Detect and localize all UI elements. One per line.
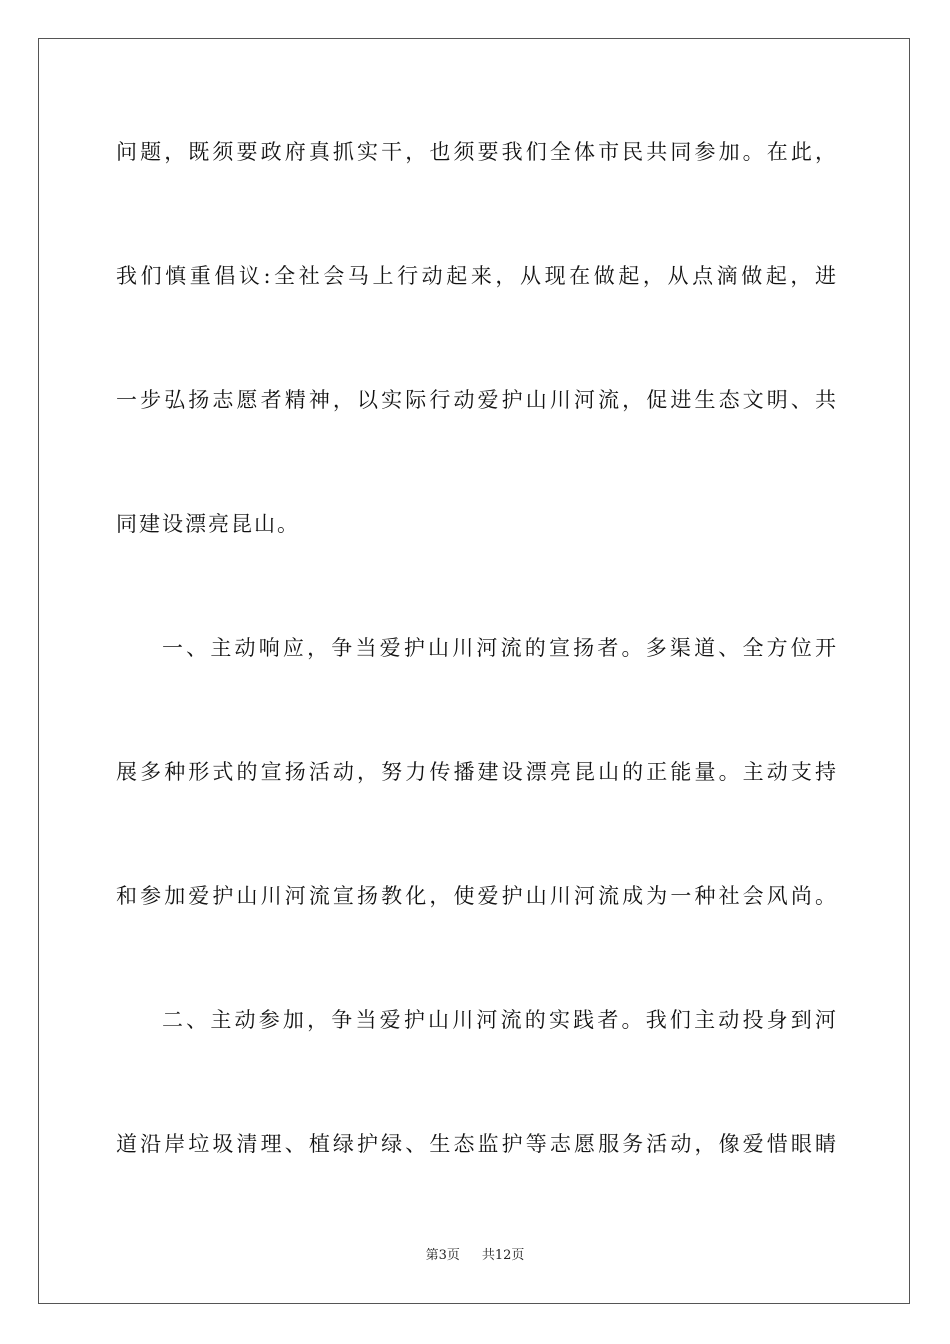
- paragraph-line: 展多种形式的宣扬活动，努力传播建设漂亮昆山的正能量。主动支持: [116, 760, 836, 784]
- paragraph-line: 道沿岸垃圾清理、植绿护绿、生态监护等志愿服务活动，像爱惜眼睛: [116, 1132, 836, 1156]
- paragraph-line: 一步弘扬志愿者精神，以实际行动爱护山川河流，促进生态文明、共: [116, 388, 836, 412]
- paragraph-line: 一、主动响应，争当爱护山川河流的宣扬者。多渠道、全方位开: [162, 636, 836, 660]
- paragraph-line: 同建设漂亮昆山。: [116, 512, 300, 536]
- page-border: [38, 38, 910, 1304]
- paragraph-line: 和参加爱护山川河流宣扬教化，使爱护山川河流成为一种社会风尚。: [116, 884, 836, 908]
- paragraph-line: 问题，既须要政府真抓实干，也须要我们全体市民共同参加。在此，: [116, 140, 836, 164]
- page-number: 第3页: [425, 1248, 460, 1263]
- paragraph-line: 我们慎重倡议:全社会马上行动起来，从现在做起，从点滴做起，进: [116, 264, 836, 288]
- paragraph-line: 二、主动参加，争当爱护山川河流的实践者。我们主动投身到河: [162, 1008, 836, 1032]
- page-footer: [0, 1247, 950, 1265]
- total-pages: 共12页: [481, 1248, 525, 1263]
